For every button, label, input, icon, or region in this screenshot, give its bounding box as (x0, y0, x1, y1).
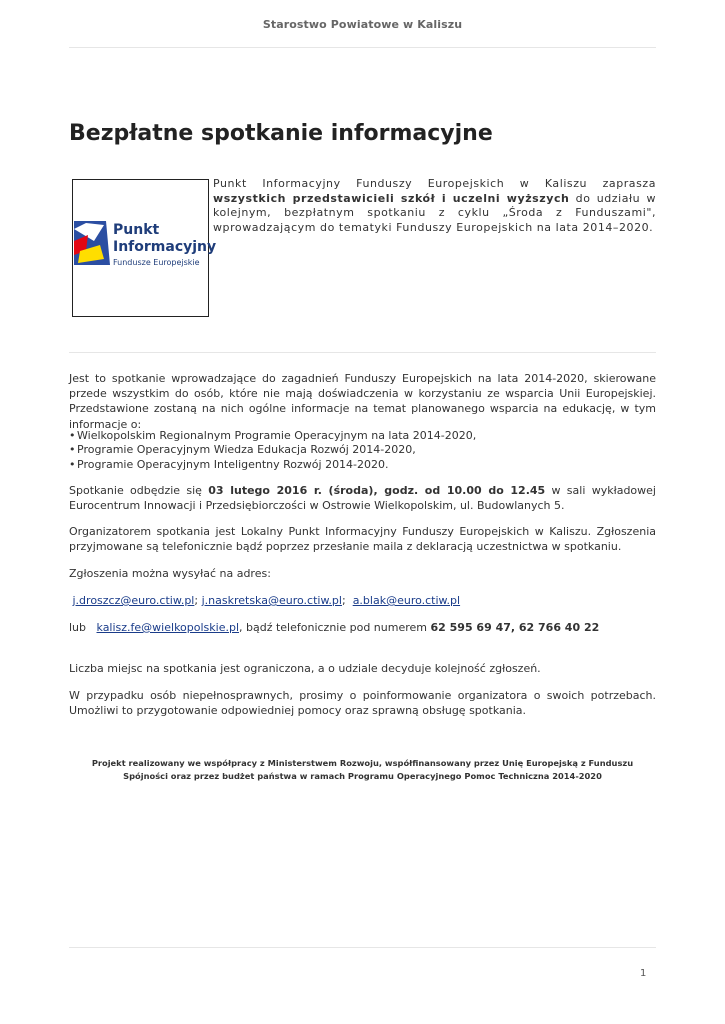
emails-line: j.droszcz@euro.ctiw.pl; j.naskretska@euro.ctiw.pl; a.blak@euro.ctiw.pl (72, 594, 461, 607)
intro-bold: wszystkich przedstawicieli szkół i uczelni wyższych (213, 191, 570, 205)
punkt-informacyjny-logo (72, 179, 217, 317)
send-to-paragraph: Zgłoszenia można wysyłać na adres: (69, 567, 271, 580)
phone-numbers: 62 595 69 47, 62 766 40 22 (430, 621, 600, 634)
meeting-paragraph: Spotkanie odbędzie się 03 lutego 2016 r. (środa), godz. od 10.00 do 12.45 w sali wykładowej Eurocentrum Innowacji i Przedsiębiorczości w Ostrowie Wielkopolskim, ul. Budowlanych 5. (69, 484, 656, 513)
intro-body-paragraph: Jest to spotkanie wprowadzające do zagadnień Funduszy Europejskich na lata 2014-2020, skierowane przede wszystkim do osób, które nie mają doświadczenia w korzystaniu ze wsparcia Unii Europejskiej. Przedstawione zostaną na nich ogólne informacje na temat planowanego wsparcia na edukację, w tym informacje o: (69, 372, 656, 431)
contact-line: lub kalisz.fe@wielkopolskie.pl, bądź telefonicznie pod numerem 62 595 69 47, 62 766 40 22 (69, 621, 600, 634)
disabled-paragraph: W przypadku osób niepełnosprawnych, prosimy o poinformowanie organizatora o swoich potrzebach. Umożliwi to przygotowanie odpowiedniej pomocy oraz sprawną obsługę spotkania. (69, 689, 656, 718)
email-link-blak[interactable]: a.blak@euro.ctiw.pl (352, 594, 461, 607)
limit-paragraph: Liczba miejsc na spotkania jest ograniczona, a o udziale decyduje kolejność zgłoszeń. (69, 662, 541, 675)
logo-text-line-1: Punkt (113, 222, 160, 238)
footer-divider (69, 947, 656, 948)
list-item: • Programie Operacyjnym Wiedza Edukacja Rozwój 2014-2020, (69, 443, 476, 457)
meeting-date: 03 lutego 2016 r. (środa), godz. od 10.00 do 12.45 (208, 484, 546, 497)
funding-note: Projekt realizowany we współpracy z Ministerstwem Rozwoju, współfinansowany przez Unię Europejską z Funduszu Spójności oraz przez budżet państwa w ramach Programu Operacyjnego Pomoc Techniczna 2014-2020 (91, 758, 634, 781)
email-link-droszcz[interactable]: j.droszcz@euro.ctiw.pl (72, 594, 195, 607)
organizer-paragraph: Organizatorem spotkania jest Lokalny Punkt Informacyjny Funduszy Europejskich w Kaliszu. Zgłoszenia przyjmowane są telefonicznie bądź poprzez przesłanie maila z deklaracją uczestnictwa w spotkaniu. (69, 525, 656, 554)
header-title: Starostwo Powiatowe w Kaliszu (262, 18, 463, 31)
list-item: • Programie Operacyjnym Inteligentny Rozwój 2014-2020. (69, 458, 476, 472)
section-divider (69, 352, 656, 353)
eu-flag-icon (74, 221, 110, 265)
intro-paragraph: Punkt Informacyjny Funduszy Europejskich w Kaliszu zaprasza wszystkich przedstawicieli szkół i uczelni wyższych do udziału w kolejnym, bezpłatnym spotkaniu z cyklu „Środa z Funduszami", wprowadzającym do tematyki Funduszy Europejskich na lata 2014–2020. (213, 177, 656, 234)
program-list (69, 429, 476, 472)
logo-text-line-2: Informacyjny (113, 239, 217, 255)
header-divider (69, 47, 656, 48)
logo-text-line-3: Fundusze Europejskie (113, 258, 200, 267)
page-title: Bezpłatne spotkanie informacyjne (69, 121, 493, 146)
list-item: • Wielkopolskim Regionalnym Programie Operacyjnym na lata 2014-2020, (69, 429, 476, 443)
page-number: 1 (640, 968, 647, 979)
email-link-kalisz[interactable]: kalisz.fe@wielkopolskie.pl (96, 621, 239, 634)
email-link-naskretska[interactable]: j.naskretska@euro.ctiw.pl (201, 594, 342, 607)
